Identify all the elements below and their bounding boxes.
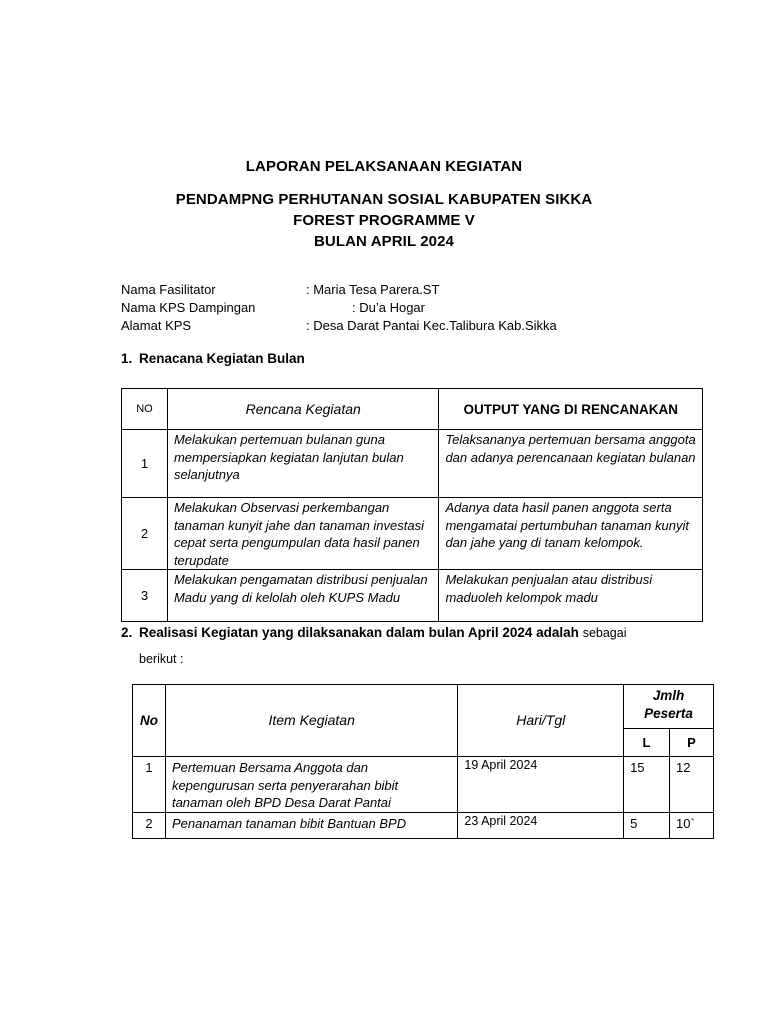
cell-no: 3 [122, 570, 168, 622]
realization-table [132, 684, 714, 839]
table-row [122, 498, 703, 570]
header-jumlah-line1: Jmlh [652, 688, 685, 703]
plan-table [121, 388, 703, 622]
report-title: LAPORAN PELAKSANAAN KEGIATAN [245, 158, 523, 175]
header-no: NO [122, 389, 168, 430]
cell-l: 5 [624, 813, 670, 839]
cell-p: 10` [670, 813, 714, 839]
cell-rencana: Melakukan pengamatan distribusi penjualan Madu yang di kelolah oleh KUPS Madu [167, 570, 439, 622]
realization-table-header [133, 685, 714, 729]
cell-no: 2 [133, 813, 166, 839]
header-output: OUTPUT YANG DI RENCANAKAN [439, 389, 703, 430]
table-row [122, 430, 703, 498]
info-label: Alamat KPS [121, 318, 192, 333]
info-value: : Maria Tesa Parera.ST [306, 282, 440, 297]
section-title: Realisasi Kegiatan yang dilaksanakan dalam bulan April 2024 adalah [139, 625, 579, 640]
cell-tanggal: 19 April 2024 [458, 757, 624, 813]
section-1-heading [121, 351, 305, 366]
header-jumlah-line2: Peserta [644, 706, 693, 721]
cell-rencana: Melakukan pertemuan bulanan guna mempersiapkan kegiatan lanjutan bulan selanjutnya [167, 430, 439, 498]
info-label: Nama Fasilitator [121, 282, 216, 297]
table-row [122, 570, 703, 622]
info-value: : Du’a Hogar [352, 300, 425, 315]
header-p: P [670, 729, 714, 757]
cell-item: Penanaman tanaman bibit Bantuan BPD [165, 813, 457, 839]
section-2-continuation: berikut : [139, 652, 184, 666]
header-jumlah-peserta [624, 685, 714, 729]
header-l: L [624, 729, 670, 757]
report-period: BULAN APRIL 2024 [314, 233, 454, 250]
cell-p: 12 [670, 757, 714, 813]
section-2-heading [121, 625, 627, 640]
program-name: FOREST PROGRAMME V [293, 212, 475, 229]
header-no: No [133, 685, 166, 757]
cell-rencana: Melakukan Observasi perkembangan tanaman kunyit jahe dan tanaman investasi cepat serta pengumpulan data hasil panen terupdate [167, 498, 439, 570]
header-item: Item Kegiatan [165, 685, 457, 757]
section-number: 2. [121, 625, 133, 640]
info-label: Nama KPS Dampingan [121, 300, 256, 315]
table-row [133, 757, 714, 813]
header-rencana: Rencana Kegiatan [167, 389, 439, 430]
table-row [133, 813, 714, 839]
section-number: 1. [121, 351, 133, 366]
cell-no: 2 [122, 498, 168, 570]
cell-tanggal: 23 April 2024 [458, 813, 624, 839]
cell-output: Adanya data hasil panen anggota serta mengamatai pertumbuhan tanaman kunyit dan jahe yang di tanam kelompok. [439, 498, 703, 570]
header-tanggal: Hari/Tgl [458, 685, 624, 757]
cell-no: 1 [122, 430, 168, 498]
cell-item: Pertemuan Bersama Anggota dan kepengurusan serta penyerarahan bibit tanaman oleh BPD Desa Darat Pantai [165, 757, 457, 813]
plan-table-header [122, 389, 703, 430]
cell-output: Telaksananya pertemuan bersama anggota dan adanya perencanaan kegiatan bulanan [439, 430, 703, 498]
cell-no: 1 [133, 757, 166, 813]
section-title: Renacana Kegiatan Bulan [139, 351, 305, 366]
section-title-tail: sebagai [582, 626, 627, 640]
info-value: : Desa Darat Pantai Kec.Talibura Kab.Sikka [306, 318, 557, 333]
report-subtitle: PENDAMPNG PERHUTANAN SOSIAL KABUPATEN SIKKA [175, 191, 593, 208]
cell-output: Melakukan penjualan atau distribusi maduoleh kelompok madu [439, 570, 703, 622]
cell-l: 15 [624, 757, 670, 813]
